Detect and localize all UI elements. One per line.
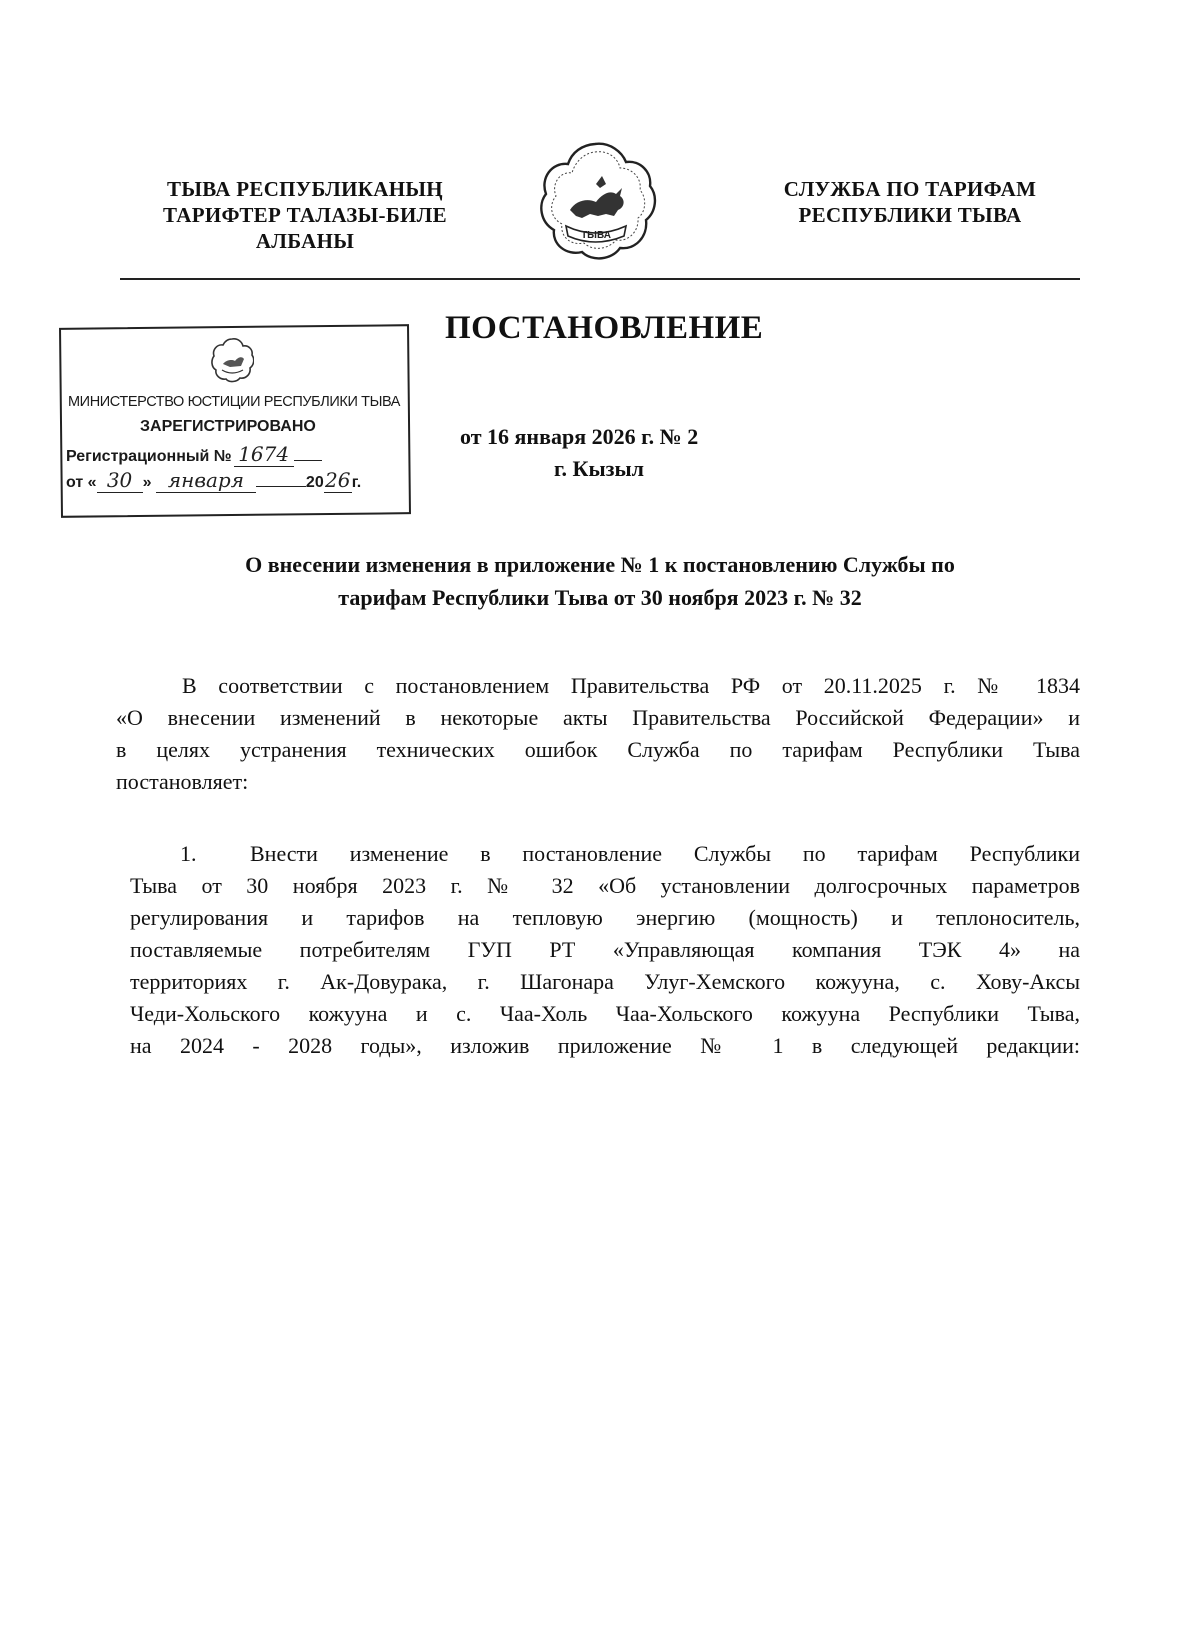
document-subject xyxy=(150,548,1050,614)
stamp-ministry-name: МИНИСТЕРСТВО ЮСТИЦИИ РЕСПУБЛИКИ ТЫВА xyxy=(68,394,401,410)
stamp-year-end: г. xyxy=(351,474,362,491)
item-1-line xyxy=(130,838,1080,870)
item-1-number: 1. xyxy=(180,841,197,866)
stamp-registered-label: ЗАРЕГИСТРИРОВАНО xyxy=(140,418,316,435)
header-right-line: СЛУЖБА ПО ТАРИФАМ xyxy=(783,177,1037,201)
preamble-line: постановляет: xyxy=(116,769,249,794)
stamp-date-row xyxy=(66,468,361,493)
stamp-month: января xyxy=(156,468,256,493)
document-title: ПОСТАНОВЛЕНИЕ xyxy=(445,310,764,346)
item-1-line: на 2024 - 2028 годы», изложив приложение № 1 в следующей редакции: xyxy=(130,1033,1080,1058)
item-1-line: Чеди-Хольского кожууна и с. Чаа-Холь Чаа-Хольского кожууна Республики Тыва, xyxy=(130,1001,1080,1026)
header-left-org-name xyxy=(140,176,470,254)
item-1-line: территориях г. Ак-Довурака, г. Шагонара Улуг-Хемского кожууна, с. Хову-Аксы xyxy=(130,969,1080,994)
preamble-paragraph xyxy=(116,670,1080,798)
item-1-line: Тыва от 30 ноября 2023 г. № 32 «Об установлении долгосрочных параметров xyxy=(130,873,1080,898)
preamble-line: В соответствии с постановлением Правительства РФ от 20.11.2025 г. № 1834 xyxy=(182,673,1080,698)
document-city: г. Кызыл xyxy=(554,456,644,481)
registration-stamp xyxy=(60,318,412,518)
subject-line: тарифам Республики Тыва от 30 ноября 2023 г. № 32 xyxy=(338,585,862,610)
item-1-line: регулирования и тарифов на тепловую энергию (мощность) и теплоноситель, xyxy=(130,905,1080,930)
header-left-line: АЛБАНЫ xyxy=(255,229,355,253)
preamble-line: в целях устранения технических ошибок Служба по тарифам Республики Тыва xyxy=(116,737,1080,762)
stamp-date-sep: » xyxy=(142,474,152,491)
stamp-reg-label: Регистрационный № xyxy=(66,448,232,465)
item-1-first-text: Внести изменение в постановление Службы по тарифам Республики xyxy=(250,841,1080,866)
header-right-line: РЕСПУБЛИКИ ТЫВА xyxy=(798,203,1022,227)
document-date: от 16 января 2026 г. № 2 xyxy=(460,424,699,449)
stamp-underline xyxy=(294,460,322,461)
stamp-date-prefix: от « xyxy=(66,474,97,491)
stamp-emblem-icon xyxy=(210,336,254,384)
stamp-day: 30 xyxy=(97,468,143,493)
header-left-line: ТЫВА РЕСПУБЛИКАНЫҢ xyxy=(167,177,443,201)
tuva-coat-of-arms-icon xyxy=(530,138,660,268)
item-1-paragraph xyxy=(130,838,1080,1062)
header-right-org-name xyxy=(760,176,1060,228)
stamp-registration-row xyxy=(66,442,322,467)
subject-line: О внесении изменения в приложение № 1 к постановлению Службы по xyxy=(245,552,955,577)
header-left-line: ТАРИФТЕР ТАЛАЗЫ-БИЛЕ xyxy=(163,203,447,227)
preamble-line: «О внесении изменений в некоторые акты Правительства Российской Федерации» и xyxy=(116,705,1080,730)
stamp-year-suffix: 26 xyxy=(324,468,351,492)
header-divider xyxy=(120,278,1080,280)
item-1-line: поставляемые потребителям ГУП РТ «Управляющая компания ТЭК 4» на xyxy=(130,937,1080,962)
stamp-underline xyxy=(256,486,306,487)
stamp-year-prefix: 20 xyxy=(305,474,324,491)
emblem-label: ТЫВА xyxy=(581,230,611,241)
stamp-reg-number: 1674 xyxy=(234,442,294,467)
